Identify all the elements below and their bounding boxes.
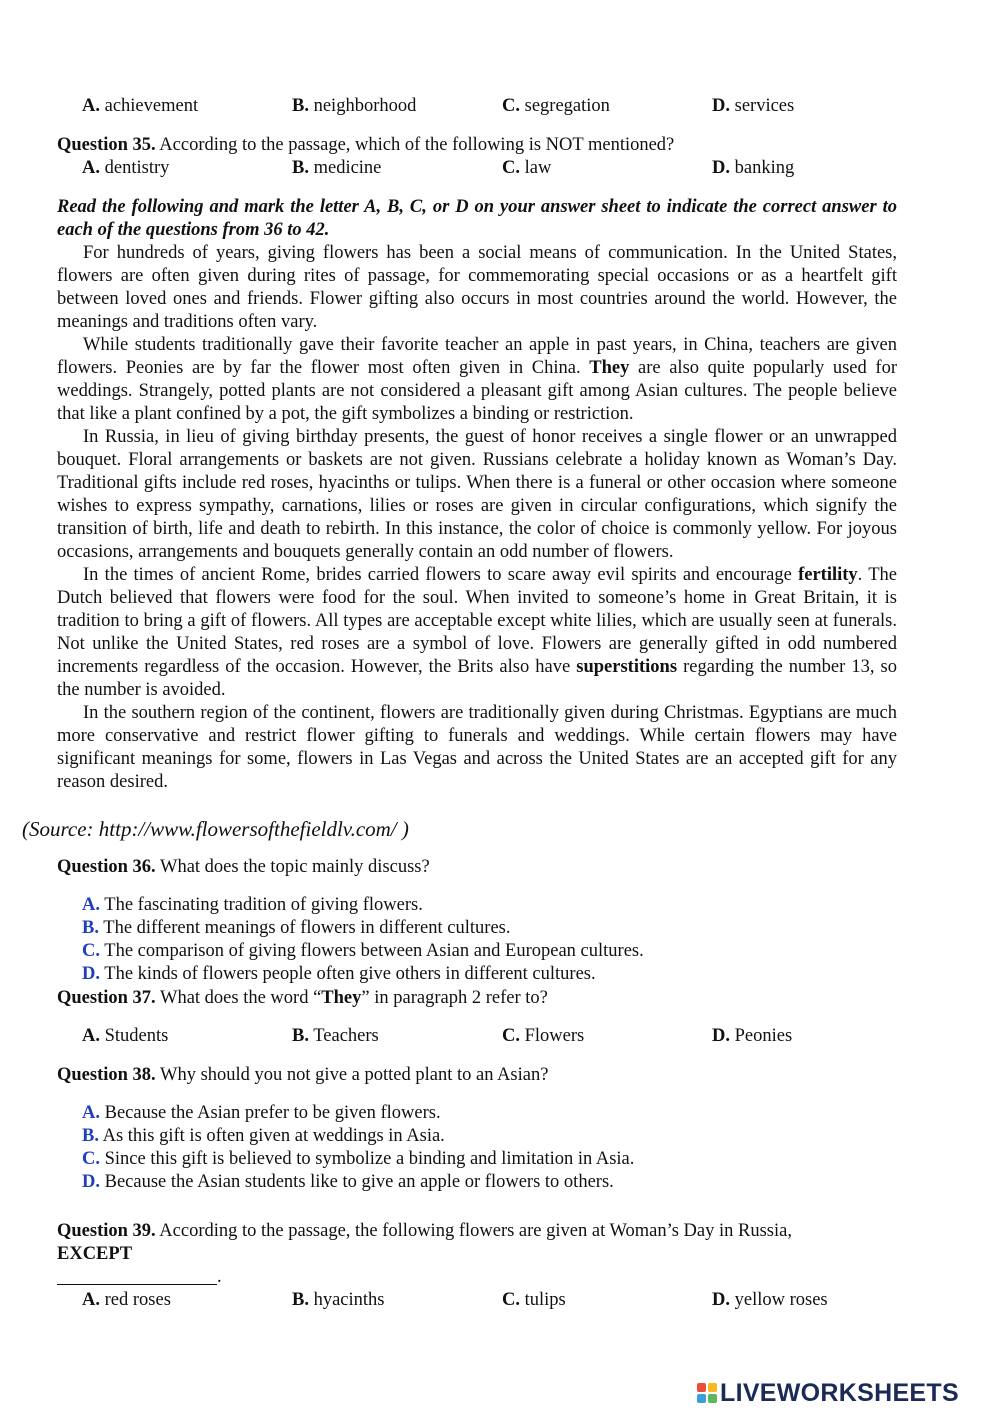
q34-option-d[interactable]: D. services <box>712 96 795 116</box>
q35-option-b[interactable]: B. medicine <box>292 158 382 178</box>
q39-option-a[interactable]: A. red roses <box>82 1290 171 1310</box>
q35-option-c[interactable]: C. law <box>502 158 552 178</box>
q38-option-d[interactable]: D. Because the Asian students like to give an apple or flowers to others. <box>82 1172 614 1192</box>
q35-option-a[interactable]: A. dentistry <box>82 158 170 178</box>
q37-options <box>82 1025 922 1049</box>
q39-answer-blank[interactable] <box>57 1268 217 1285</box>
q36-stem: Question 36. What does the topic mainly discuss? <box>57 857 430 877</box>
q39-option-d[interactable]: D. yellow roses <box>712 1290 828 1310</box>
q39-blank-period: . <box>217 1267 222 1287</box>
liveworksheets-logo-icon <box>697 1383 717 1403</box>
q37-option-d[interactable]: D. Peonies <box>712 1026 793 1046</box>
passage-paragraph-5: In the southern region of the continent, flowers are traditionally given during Christmas. Egyptians are much more conservative and restrict flower gifting to funerals and weddings. While certain flowers may have significant meanings for some, flowers in Las Vegas and across the United States are an accepted gift for any reason desired. <box>57 703 897 792</box>
q39-option-b[interactable]: B. hyacinths <box>292 1290 385 1310</box>
q35-options <box>82 157 922 181</box>
q38-stem: Question 38. Why should you not give a potted plant to an Asian? <box>57 1065 549 1085</box>
reading-passage <box>57 242 897 794</box>
passage-source: (Source: http://www.flowersofthefieldlv.com/ ) <box>22 817 409 841</box>
q37-option-b[interactable]: B. Teachers <box>292 1026 379 1046</box>
q34-option-b[interactable]: B. neighborhood <box>292 96 417 116</box>
q39-stem: Question 39. According to the passage, the following flowers are given at Woman’s Day in Russia, EXCEPT <box>57 1221 792 1264</box>
q39-except: EXCEPT <box>57 1244 133 1264</box>
q38-options <box>82 1102 902 1194</box>
q39-options <box>82 1289 922 1313</box>
q36-option-c[interactable]: C. The comparison of giving flowers between Asian and European cultures. <box>82 941 644 961</box>
liveworksheets-logo[interactable] <box>697 1378 959 1408</box>
passage-paragraph-2: While students traditionally gave their favorite teacher an apple in past years, in China, teachers are given flowers. Peonies are by far the flower most often given in China. They are also quite popularly used for weddings. Strangely, potted plants are not considered a pleasant gift among Asian cultures. The people believe that like a plant confined by a pot, the gift symbolizes a binding or restriction. <box>57 335 897 424</box>
q36-options <box>82 894 902 986</box>
q34-option-c[interactable]: C. segregation <box>502 96 610 116</box>
q36-option-d[interactable]: D. The kinds of flowers people often give others in different cultures. <box>82 964 596 984</box>
passage-paragraph-4: In the times of ancient Rome, brides carried flowers to scare away evil spirits and encourage fertility. The Dutch believed that flowers were food for the soul. When invited to someone’s home in Great Britain, it is tradition to bring a gift of flowers. All types are acceptable except white lilies, which are usually seen at funerals. Not unlike the United States, red roses are a symbol of love. Flowers are generally gifted in odd numbered increments regardless of the occasion. However, the Brits also have superstitions regarding the number 13, so the number is avoided. <box>57 565 897 700</box>
passage-paragraph-3: In Russia, in lieu of giving birthday presents, the guest of honor receives a single flower or an unwrapped bouquet. Floral arrangements or baskets are not given. Russians celebrate a holiday known as Woman’s Day. Traditional gifts include red roses, hyacinths or tulips. When there is a funeral or other occasion where someone wishes to express sympathy, carnations, lilies or roses are given in circular configurations, which signify the transition of birth, life and death to rebirth. In this instance, the color of choice is commonly yellow. For joyous occasions, arrangements and bouquets generally contain an odd number of flowers. <box>57 427 897 562</box>
q35-stem: Question 35. According to the passage, which of the following is NOT mentioned? <box>57 135 675 155</box>
q36-option-b[interactable]: B. The different meanings of flowers in different cultures. <box>82 918 511 938</box>
passage-paragraph-1: For hundreds of years, giving flowers has been a social means of communication. In the United States, flowers are often given during rites of passage, for commemorating special occasions or as a heartfelt gift between loved ones and friends. Flower gifting also occurs in most countries around the world. However, the meanings and traditions often vary. <box>57 243 897 332</box>
q38-option-c[interactable]: C. Since this gift is believed to symbolize a binding and limitation in Asia. <box>82 1149 635 1169</box>
reading-instruction: Read the following and mark the letter A, B, C, or D on your answer sheet to indicate the correct answer to each of the questions from 36 to 42. <box>57 197 897 240</box>
q34-options <box>82 95 922 119</box>
q37-option-c[interactable]: C. Flowers <box>502 1026 585 1046</box>
q34-option-a[interactable]: A. achievement <box>82 96 199 116</box>
q39-option-c[interactable]: C. tulips <box>502 1290 566 1310</box>
q37-stem: Question 37. What does the word “They” in paragraph 2 refer to? <box>57 988 548 1008</box>
q36-option-a[interactable]: A. The fascinating tradition of giving flowers. <box>82 895 423 915</box>
q37-option-a[interactable]: A. Students <box>82 1026 169 1046</box>
liveworksheets-wordmark: LIVEWORKSHEETS <box>720 1378 959 1407</box>
q38-option-b[interactable]: B. As this gift is often given at weddings in Asia. <box>82 1126 445 1146</box>
q38-option-a[interactable]: A. Because the Asian prefer to be given flowers. <box>82 1103 441 1123</box>
q35-option-d[interactable]: D. banking <box>712 158 795 178</box>
